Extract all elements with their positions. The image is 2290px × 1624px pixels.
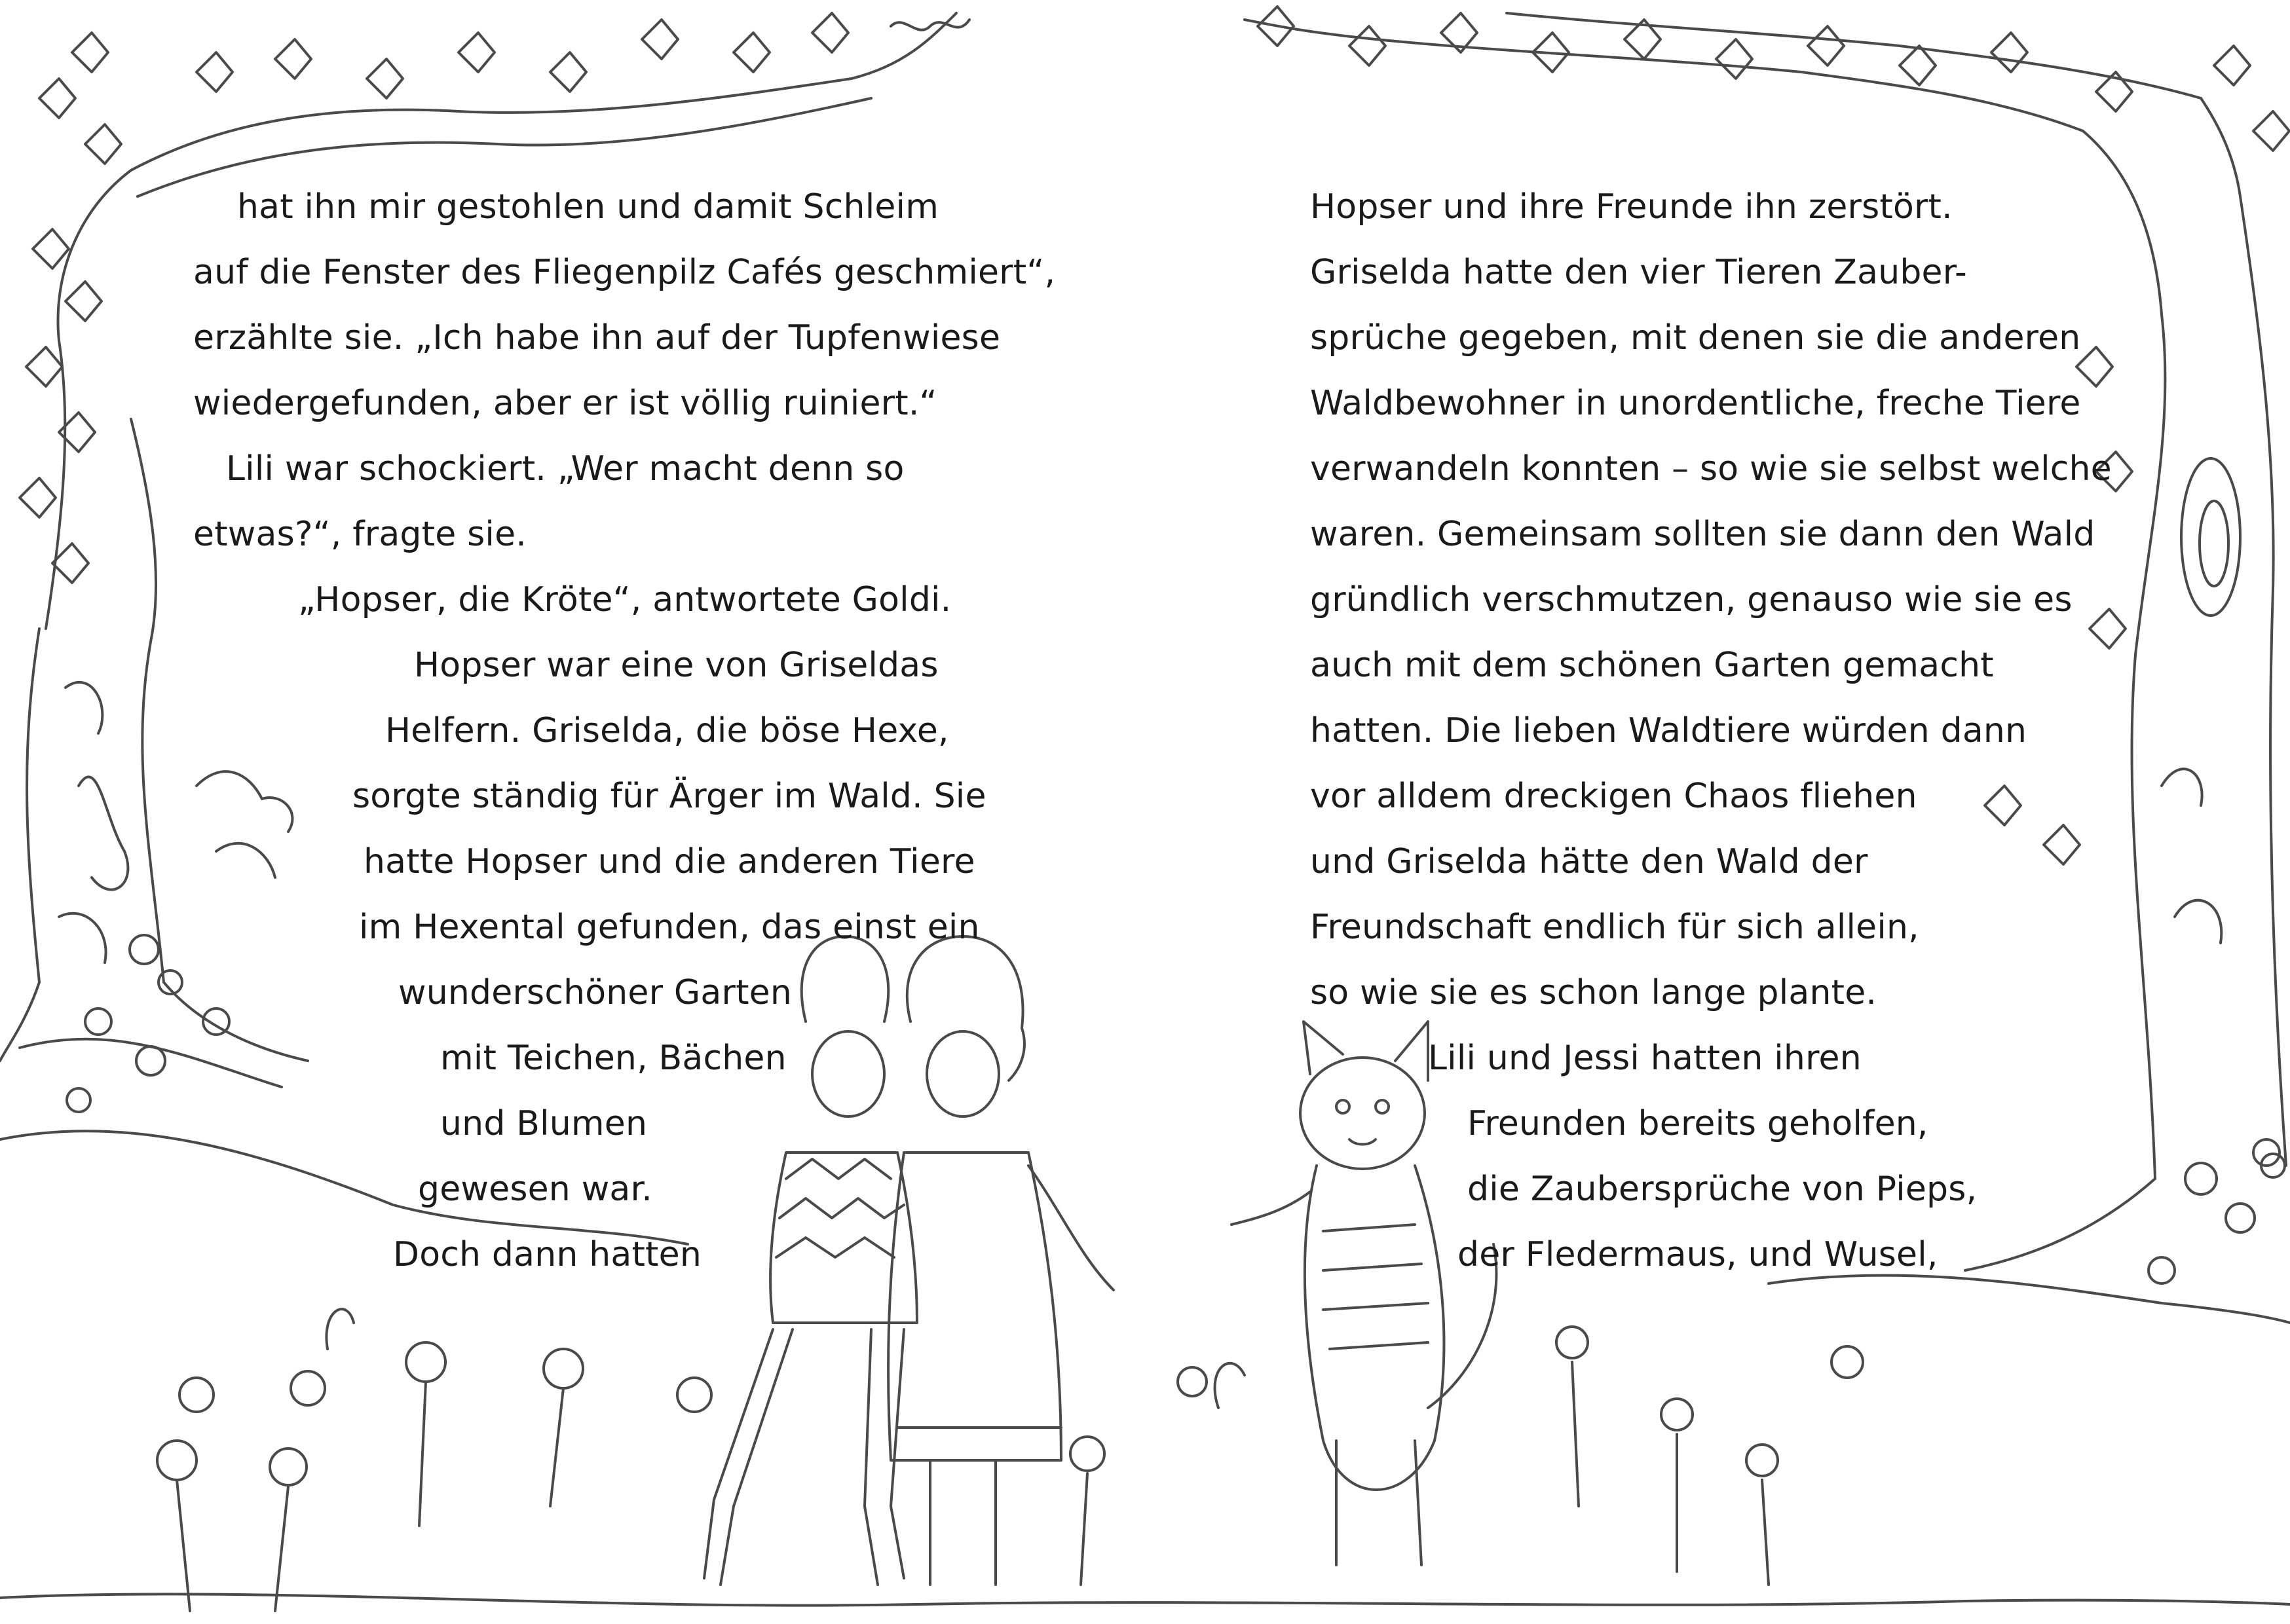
text-line: sorgte ständig für Ärger im Wald. Sie: [352, 777, 986, 816]
text-line: gewesen war.: [418, 1170, 653, 1209]
text-line: Helfern. Griselda, die böse Hexe,: [385, 711, 949, 750]
text-line: Hopser war eine von Griseldas: [414, 646, 939, 685]
text-line: hatte Hopser und die anderen Tiere: [364, 842, 975, 881]
text-line: wunderschöner Garten: [398, 973, 793, 1012]
text-line: sprüche gegeben, mit denen sie die anderen: [1310, 318, 2081, 358]
text-line: wiedergefunden, aber er ist völlig ruiniert.“: [193, 384, 937, 423]
text-line: im Hexental gefunden, das einst ein: [359, 908, 980, 947]
girls-illustration: [704, 936, 1114, 1585]
text-line: gründlich verschmutzen, genauso wie sie es: [1310, 580, 2073, 619]
text-line: Lili war schockiert. „Wer macht denn so: [226, 449, 905, 489]
text-line: mit Teichen, Bächen: [440, 1039, 787, 1078]
text-line: und Griselda hätte den Wald der: [1310, 842, 1868, 881]
text-line: Doch dann hatten: [393, 1235, 702, 1274]
cat-illustration: [1231, 1022, 1496, 1565]
text-line: auf die Fenster des Fliegenpilz Cafés geschmiert“,: [193, 253, 1056, 292]
flowers-illustration: [0, 1309, 2290, 1611]
text-line: der Fledermaus, und Wusel,: [1457, 1235, 1938, 1274]
text-line: Hopser und ihre Freunde ihn zerstört.: [1310, 187, 1953, 227]
text-line: „Hopser, die Kröte“, antwortete Goldi.: [298, 580, 952, 619]
text-line: vor alldem dreckigen Chaos fliehen: [1310, 777, 1917, 816]
text-line: Lili und Jessi hatten ihren: [1428, 1039, 1862, 1078]
text-line: Waldbewohner in unordentliche, freche Tiere: [1310, 384, 2081, 423]
text-line: Freunden bereits geholfen,: [1467, 1104, 1928, 1143]
text-line: hat ihn mir gestohlen und damit Schleim: [237, 187, 939, 227]
text-line: erzählte sie. „Ich habe ihn auf der Tupfenwiese: [193, 318, 1001, 358]
text-line: waren. Gemeinsam sollten sie dann den Wald: [1310, 515, 2095, 554]
text-line: Freundschaft endlich für sich allein,: [1310, 908, 1919, 947]
text-line: so wie sie es schon lange plante.: [1310, 973, 1877, 1012]
text-line: die Zaubersprüche von Pieps,: [1467, 1170, 1978, 1209]
text-line: und Blumen: [440, 1104, 648, 1143]
text-line: verwandeln konnten – so wie sie selbst welche: [1310, 449, 2112, 489]
text-line: auch mit dem schönen Garten gemacht: [1310, 646, 1994, 685]
text-line: etwas?“, fragte sie.: [193, 515, 527, 554]
text-line: hatten. Die lieben Waldtiere würden dann: [1310, 711, 2027, 750]
text-line: Griselda hatte den vier Tieren Zauber-: [1310, 253, 1967, 292]
